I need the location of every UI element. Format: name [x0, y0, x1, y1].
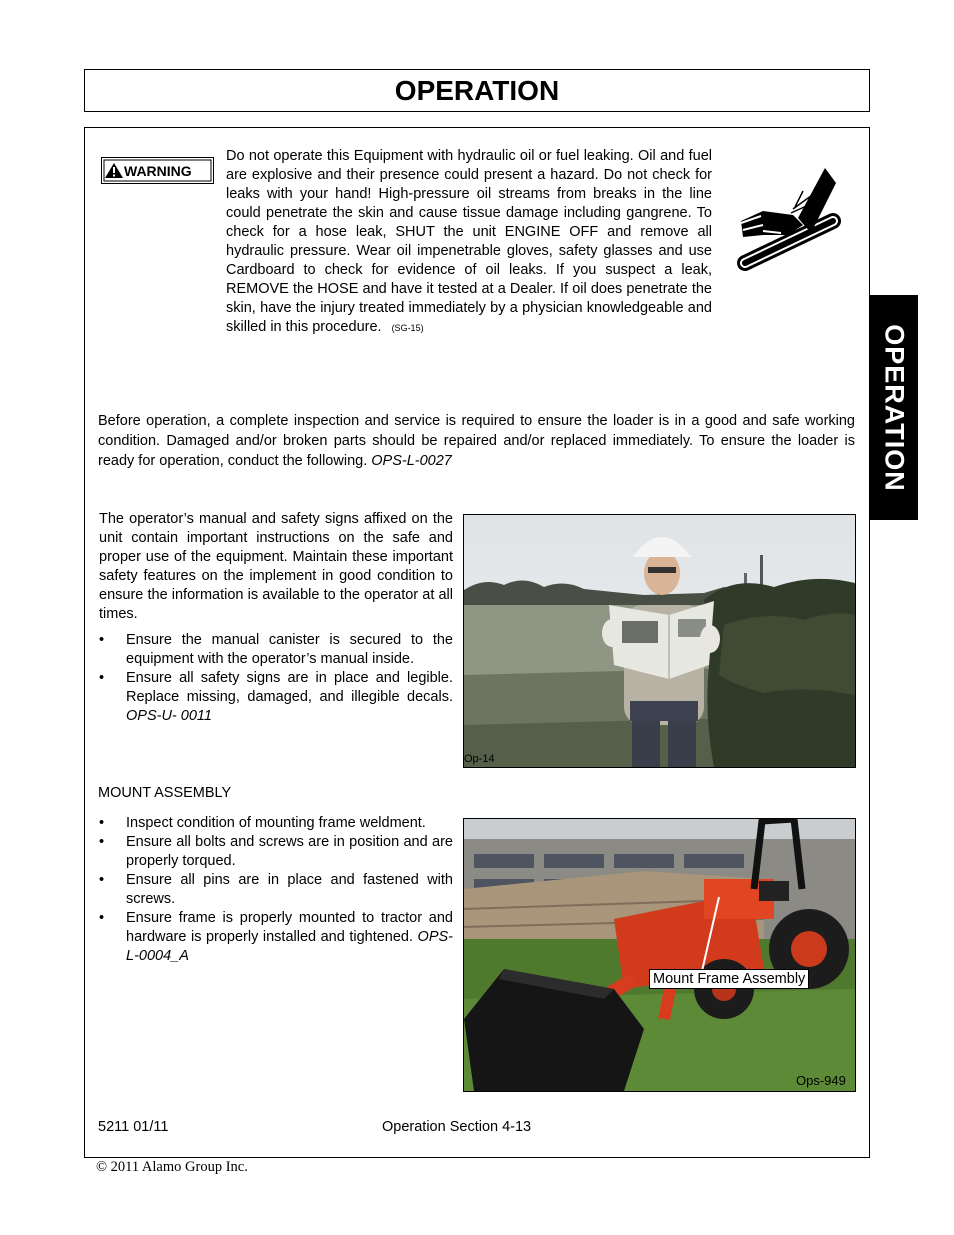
bullet-text: Ensure all safety signs are in place and legible. Replace missing, damaged, and illegible decals.	[126, 670, 453, 705]
list-item	[99, 909, 453, 966]
warning-text: Do not operate this Equipment with hydraulic oil or fuel leaking. Oil and fuel are explosive and their presence could present a hazard. Do not check for leaks with your hand! High-pressure oil streams from breaks in the line could penetrate the skin and cause tissue damage including gangrene. To check for a hose leak, SHUT the unit ENGINE OFF and remove all hydraulic pressure. Wear oil impenetrable gloves, safety glasses and use Cardboard to check for evidence of oil leaks. If you suspect a leak, REMOVE the HOSE and have it tested at a Dealer. If oil does penetrate the skin, have the injury treated immediately by a physician knowledgeable and skilled in this procedure.	[226, 148, 712, 335]
manual-paragraph: The operator’s manual and safety signs affixed on the unit contain important instructions on the safe and proper use of the equipment. Maintain these important safety features on the implement in good condition to ensure the information is available to the operator at all times.	[99, 511, 453, 622]
bullet-text: Inspect condition of mounting frame weldment.	[126, 815, 426, 831]
side-tab-label: OPERATION	[879, 323, 909, 492]
manual-code: OPS-U- 0011	[126, 708, 212, 724]
bullet-text: Ensure frame is properly mounted to tractor and hardware is properly installed and tightened.	[126, 910, 453, 945]
hydraulic-leak-hand-icon	[733, 163, 843, 275]
tractor-loader-photo	[463, 818, 856, 1092]
list-item	[99, 871, 453, 909]
page-title: OPERATION	[394, 75, 560, 106]
bullet-text: Ensure all pins are in place and fastened with screws.	[126, 872, 453, 907]
intro-text: Before operation, a complete inspection and service is required to ensure the loader is in a good and safe working condition. Damaged and/or broken parts should be repaired and/or replaced immediately. To ensure the loader is ready for operation, conduct the following.	[98, 413, 855, 469]
mount-bullet-list	[99, 814, 453, 966]
list-item	[99, 631, 453, 669]
footer-doc-number: 5211 01/11	[98, 1119, 169, 1135]
bullet-text: Ensure the manual canister is secured to the equipment with the operator’s manual inside.	[126, 632, 453, 667]
section-heading: MOUNT ASSEMBLY	[98, 785, 232, 801]
operator-reading-manual-photo	[463, 514, 856, 768]
bullet-text: Ensure all bolts and screws are in position and are properly torqued.	[126, 834, 453, 869]
footer-section: Operation Section 4-13	[382, 1119, 532, 1135]
intro-paragraph	[98, 411, 855, 471]
warning-badge	[101, 157, 214, 184]
intro-code: OPS-L-0027	[371, 453, 452, 469]
list-item	[99, 814, 453, 833]
photo-code: Ops-949	[796, 1073, 846, 1088]
copyright: © 2011 Alamo Group Inc.	[96, 1159, 248, 1175]
list-item	[99, 669, 453, 726]
warning-badge-label: WARNING	[124, 163, 192, 179]
list-item	[99, 833, 453, 871]
mount-frame-callout: Mount Frame Assembly	[649, 969, 809, 989]
warning-message	[226, 147, 712, 338]
photo-code: Op-14	[464, 753, 495, 765]
warning-code: (SG-15)	[391, 323, 424, 333]
manual-bullet-list	[99, 631, 453, 726]
section-side-tab	[869, 295, 918, 520]
mount-code: OPS-L-0004_A	[126, 929, 453, 964]
